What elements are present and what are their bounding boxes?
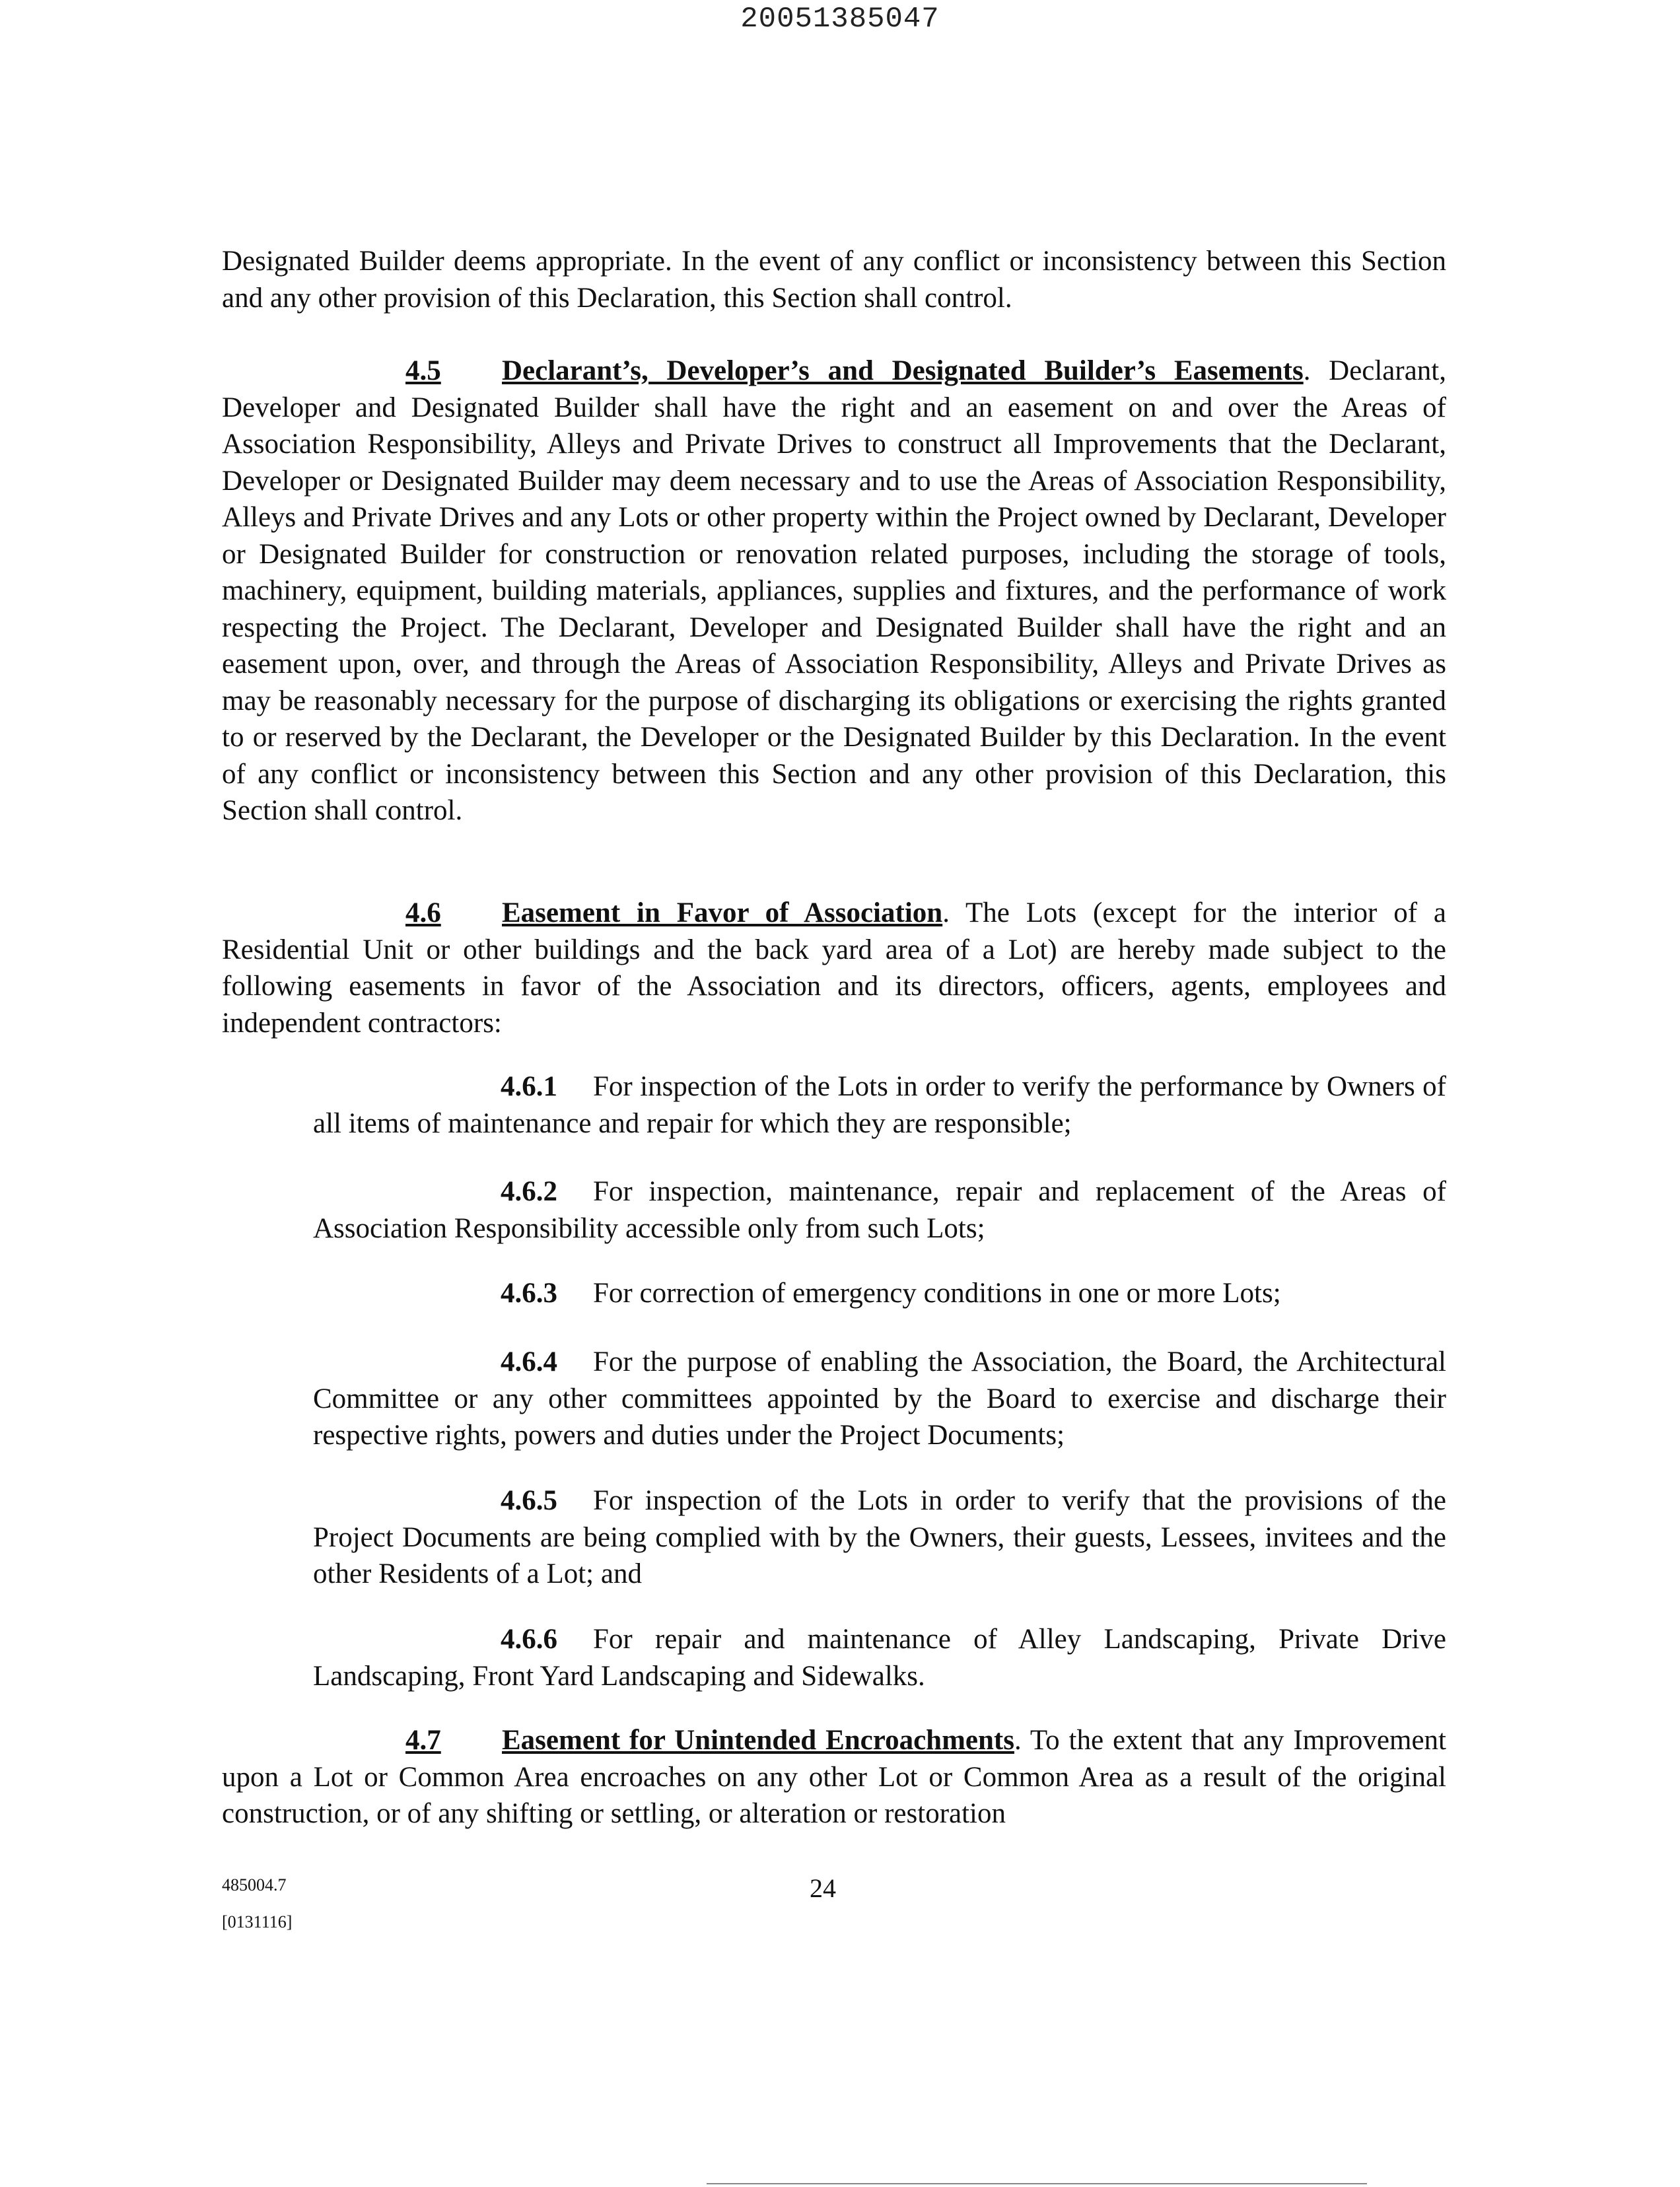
subsection-number: 4.6.1 <box>501 1071 557 1102</box>
subsection-4-6-4 <box>313 1344 1446 1454</box>
section-body: Declarant, Developer and Designated Builder shall have the right and an easement on and over the Areas of Association Responsibility, Alleys and Private Drives to construct all Improvements that the Declarant, Developer or Designated Builder may deem necessary and to use the Areas of Association Responsibility, Alleys and Private Drives and any Lots or other property within the Project owned by Declarant, Developer or Designated Builder for construction or renovation related purposes, including the storage of tools, machinery, equipment, building materials, appliances, supplies and fixtures, and the performance of work respecting the Project. The Declarant, Developer and Designated Builder shall have the right and an easement upon, over, and through the Areas of Association Responsibility, Alleys and Private Drives as may be reasonably necessary for the purpose of discharging its obligations or exercising the rights granted to or reserved by the Declarant, the Developer or the Designated Builder by this Declaration. In the event of any conflict or inconsistency between this Section and any other provision of this Declaration, this Section shall control. <box>222 355 1446 826</box>
section-4-5: 4.5 Declarant’s, Developer’s and Designated Builder’s Easements. Declarant, Developer and Designated Builder shall have the right and an easement on and over the Areas of Association Responsibility, Alleys and Private Drives to construct all Improvements that the Declarant, Developer or Designated Builder may deem necessary and to use the Areas of Association Responsibility, Alleys and Private Drives and any Lots or other property within the Project owned by Declarant, Developer or Designated Builder for construction or renovation related purposes, including the storage of tools, machinery, equipment, building materials, appliances, supplies and fixtures, and the performance of work respecting the Project. The Declarant, Developer and Designated Builder shall have the right and an easement upon, over, and through the Areas of Association Responsibility, Alleys and Private Drives as may be reasonably necessary for the purpose of discharging its obligations or exercising the rights granted to or reserved by the Declarant, the Developer or the Designated Builder by this Declaration. In the event of any conflict or inconsistency between this Section and any other provision of this Declaration, this Section shall control. <box>222 353 1446 829</box>
client-reference: [0131116] <box>222 1912 293 1931</box>
subsection-4-6-2 <box>313 1173 1446 1247</box>
subsection-4-6-1 <box>313 1068 1446 1142</box>
subsection-number: 4.6.2 <box>501 1176 557 1207</box>
subsection-body: For correction of emergency conditions in one or more Lots; <box>593 1278 1281 1309</box>
section-body: To the extent that any Improvement upon a Lot or Common Area encroaches on any other Lot or Common Area as a result of the original construction, or of any shifting or settling, or alteration or restoration <box>222 1725 1446 1829</box>
section-number: 4.6 <box>405 897 441 928</box>
section-number: 4.7 <box>405 1725 441 1756</box>
subsection-body: For repair and maintenance of Alley Landscaping, Private Drive Landscaping, Front Yard Landscaping and Sidewalks. <box>313 1624 1446 1692</box>
section-heading: Declarant’s, Developer’s and Designated Builder’s Easements <box>502 355 1304 386</box>
document-reference: 485004.7 <box>222 1875 287 1894</box>
subsection-number: 4.6.3 <box>501 1278 557 1309</box>
section-heading: Easement for Unintended Encroachments <box>502 1725 1014 1756</box>
scan-artifact-line <box>707 2183 1367 2184</box>
subsection-body: For the purpose of enabling the Association, the Board, the Architectural Committee or any other committees appointed by the Board to exercise and discharge their respective rights, powers and duties under the Project Documents; <box>313 1346 1446 1451</box>
subsection-number: 4.6.4 <box>501 1346 557 1377</box>
subsection-body: For inspection, maintenance, repair and replacement of the Areas of Association Responsibility accessible only from such Lots; <box>313 1176 1446 1244</box>
page-number: 24 <box>810 1873 836 1903</box>
subsection-number: 4.6.6 <box>501 1624 557 1655</box>
section-body: The Lots (except for the interior of a Residential Unit or other buildings and the back yard area of a Lot) are hereby made subject to the following easements in favor of the Association and its directors, officers, agents, employees and independent contractors: <box>222 897 1446 1039</box>
subsection-number: 4.6.5 <box>501 1485 557 1516</box>
section-heading: Easement in Favor of Association <box>502 897 943 928</box>
section-4-6: 4.6 Easement in Favor of Association. The Lots (except for the interior of a Residential Unit or other buildings and the back yard area of a Lot) are hereby made subject to the following easements in favor of the Association and its directors, officers, agents, employees and independent contractors: <box>222 895 1446 1041</box>
subsection-4-6-5 <box>313 1482 1446 1593</box>
section-number: 4.5 <box>405 355 441 386</box>
subsection-body: For inspection of the Lots in order to verify the performance by Owners of all items of maintenance and repair for which they are responsible; <box>313 1071 1446 1139</box>
document-number: 20051385047 <box>740 3 940 36</box>
section-4-7: 4.7 Easement for Unintended Encroachments. To the extent that any Improvement upon a Lot or Common Area encroaches on any other Lot or Common Area as a result of the original construction, or of any shifting or settling, or alteration or restoration <box>222 1722 1446 1832</box>
subsection-body: For inspection of the Lots in order to verify that the provisions of the Project Documents are being complied with by the Owners, their guests, Lessees, invitees and the other Residents of a Lot; and <box>313 1485 1446 1589</box>
subsection-4-6-6 <box>313 1621 1446 1694</box>
intro-paragraph: Designated Builder deems appropriate. In the event of any conflict or inconsistency between this Section and any other provision of this Declaration, this Section shall control. <box>222 246 1446 314</box>
subsection-4-6-3 <box>313 1275 1446 1312</box>
